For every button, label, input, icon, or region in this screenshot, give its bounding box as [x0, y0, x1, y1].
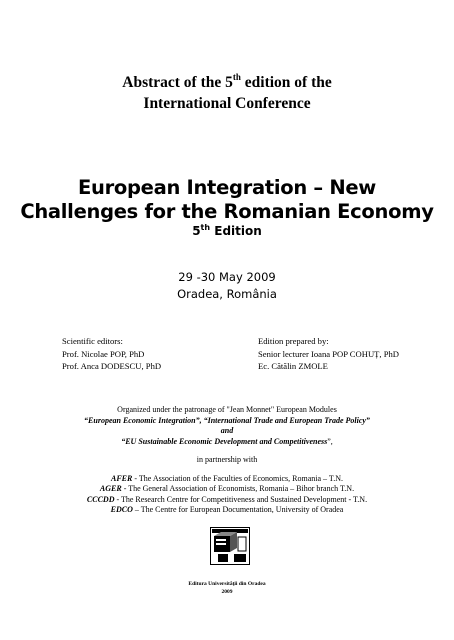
conference-dates: [0, 269, 454, 303]
edition-preparers: [258, 335, 399, 373]
scientific-editor: Prof. Anca DODESCU, PhD: [62, 361, 162, 371]
patronage-block: [0, 405, 454, 516]
partner-line: AFER - The Association of the Faculties of Economics, Romania – T.N.: [111, 473, 343, 483]
edition-label: 5th Edition: [192, 223, 262, 238]
partnership-label: in partnership with: [196, 455, 258, 464]
partner-line: AGER - The General Association of Economists, Romania – Bihor branch T.N.: [99, 484, 355, 493]
and-word: and: [220, 426, 234, 435]
publisher-info: [0, 581, 454, 596]
preparer: Ec. Cătălin ZMOLE: [258, 361, 328, 371]
scientific-editor: Prof. Nicolae POP, PhD: [62, 348, 145, 359]
date-range: 29 -30 May 2009: [178, 270, 276, 284]
publisher-logo-icon: [210, 527, 250, 565]
conference-title: [0, 176, 454, 224]
modules-line-1: “European Economic Integration”, “International Trade and European Trade Policy”: [84, 415, 370, 425]
prepared-by-label: Edition prepared by:: [258, 336, 329, 346]
publisher-year: 2009: [221, 588, 233, 595]
conference-title-line-1: European Integration – New: [77, 176, 377, 199]
abstract-line-1: Abstract of the 5th edition of the: [122, 72, 332, 91]
patronage-intro: Organized under the patronage of "Jean Monnet" European Modules: [117, 405, 337, 414]
scientific-editors-label: Scientific editors:: [62, 336, 123, 346]
abstract-heading: [0, 72, 454, 114]
publisher-name: Editura Universităţii din Oradea: [188, 581, 266, 587]
location: Oradea, România: [177, 287, 277, 301]
abstract-line-2: International Conference: [143, 95, 311, 112]
partner-line: CCCDD - The Research Centre for Competitiveness and Sustained Development - T.N.: [86, 494, 368, 504]
preparer: Senior lecturer Ioana POP COHUȚ, PhD: [258, 348, 399, 359]
conference-title-line-2: Challenges for the Romanian Economy: [20, 200, 434, 223]
partner-line: EDCO – The Centre for European Documentation, University of Oradea: [110, 505, 344, 514]
modules-line-2: “EU Sustainable Economic Development and Competitiveness”,: [121, 436, 333, 446]
scientific-editors: [62, 335, 161, 373]
